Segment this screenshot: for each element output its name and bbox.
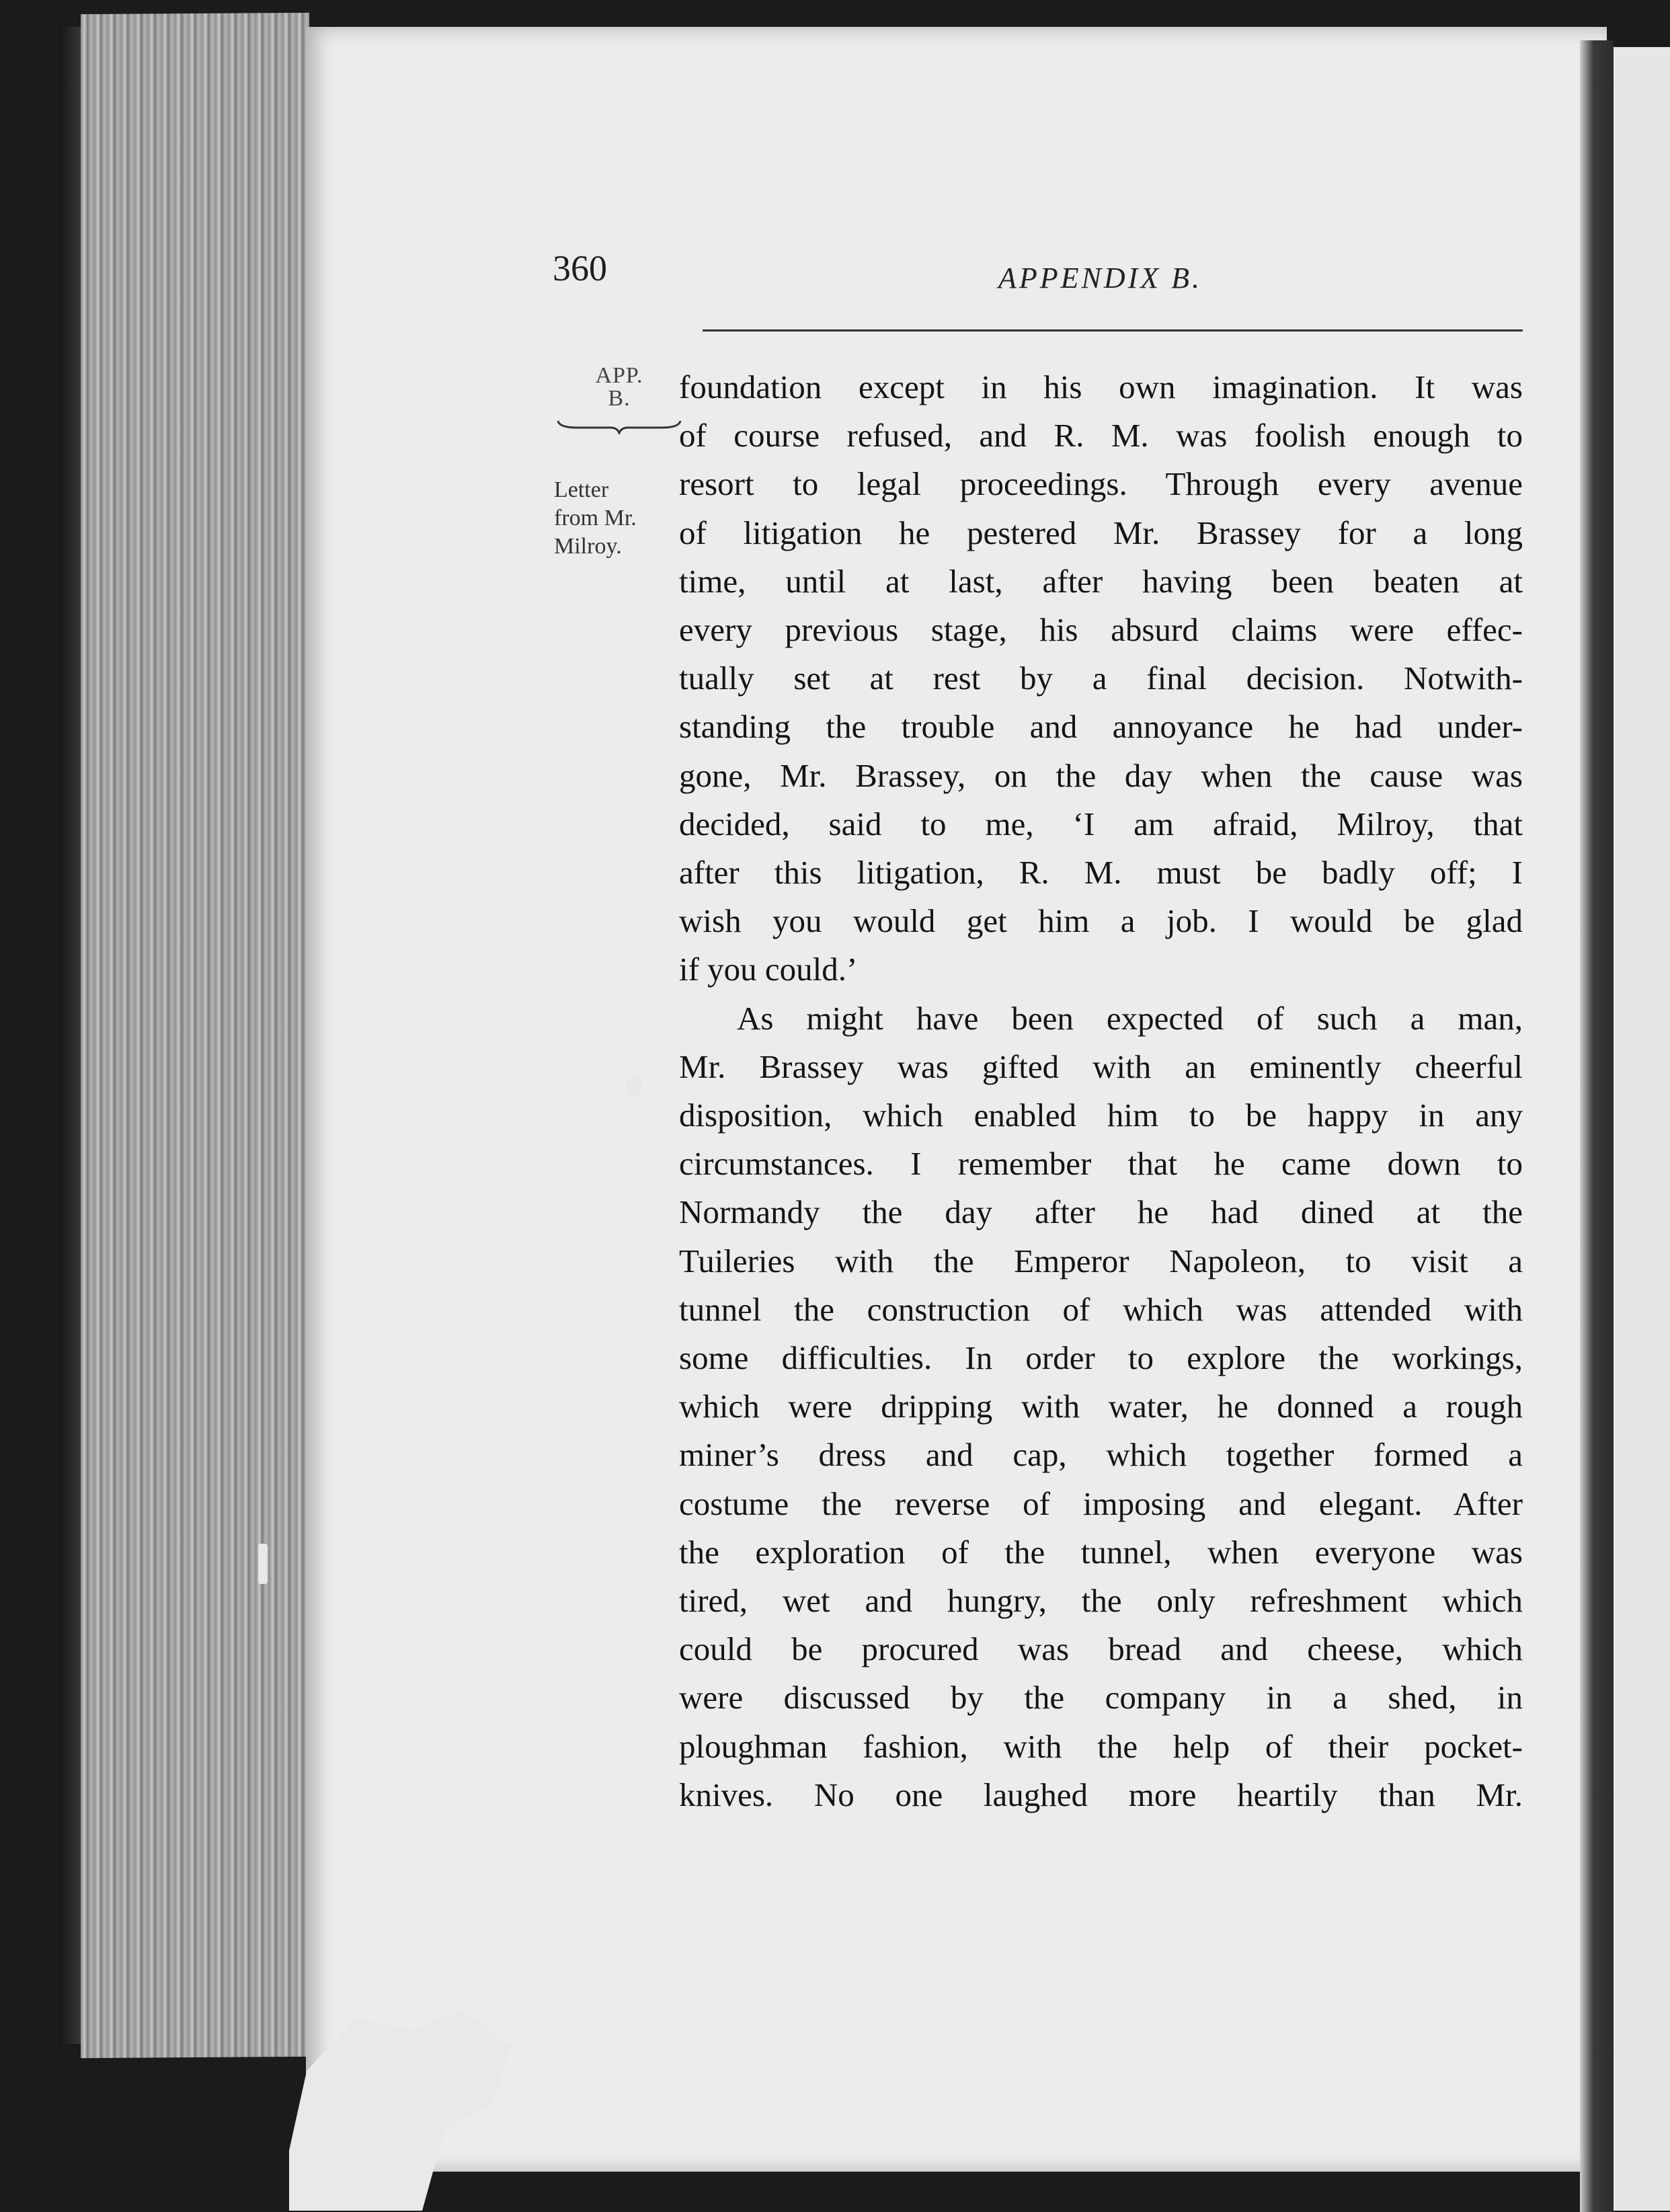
- text-line: standing the trouble and annoyance he had under-: [679, 708, 1523, 746]
- dust-speck: [625, 1076, 643, 1096]
- side-ref-line-2: B.: [608, 386, 631, 411]
- brace-icon: [557, 418, 682, 434]
- text-line: resort to legal proceedings. Through every avenue: [679, 465, 1523, 503]
- appendix-side-reference: [582, 364, 656, 410]
- text-line: tunnel the construction of which was attended with: [679, 1290, 1523, 1328]
- text-line: knives. No one laughed more heartily than Mr.: [679, 1776, 1523, 1813]
- text-line: time, until at last, after having been beaten at: [679, 562, 1523, 600]
- text-line: foundation except in his own imagination. It was: [679, 368, 1523, 405]
- text-line: costume the reverse of imposing and elegant. After: [679, 1485, 1523, 1522]
- text-line: Tuileries with the Emperor Napoleon, to visit a: [679, 1242, 1523, 1279]
- facing-page-edge: [1614, 47, 1670, 2211]
- margin-note-line: Letter: [554, 477, 609, 502]
- page-number: 360: [553, 248, 607, 288]
- text-line: Mr. Brassey was gifted with an eminently cheerful: [679, 1048, 1523, 1085]
- text-line: gone, Mr. Brassey, on the day when the cause was: [679, 756, 1523, 794]
- body-text: [679, 363, 1523, 1819]
- text-line: miner’s dress and cap, which together formed a: [679, 1436, 1523, 1474]
- text-line: circumstances. I remember that he came down to: [679, 1145, 1523, 1183]
- text-line: some difficulties. In order to explore the workings,: [679, 1339, 1523, 1377]
- text-line: every previous stage, his absurd claims were effec-: [679, 611, 1523, 649]
- text-line: ploughman fashion, with the help of their pocket-: [679, 1727, 1523, 1765]
- text-line: of litigation he pestered Mr. Brassey for a long: [679, 514, 1523, 551]
- side-ref-line-1: APP.: [595, 363, 643, 388]
- page-edges-stack: [81, 13, 309, 2058]
- text-line: tually set at rest by a final decision. Notwith-: [679, 660, 1523, 697]
- text-line: the exploration of the tunnel, when everyone was: [679, 1533, 1523, 1571]
- text-line: were discussed by the company in a shed, in: [679, 1679, 1523, 1716]
- margin-note: [554, 476, 662, 561]
- text-line: wish you would get him a job. I would be glad: [679, 902, 1523, 940]
- text-line: As might have been expected of such a man,: [737, 999, 1523, 1037]
- text-line: tired, wet and hungry, the only refreshment which: [679, 1582, 1523, 1620]
- text-line: which were dripping with water, he donned a rough: [679, 1388, 1523, 1425]
- text-line: decided, said to me, ‘I am afraid, Milroy, that: [679, 805, 1523, 842]
- dust-speck: [258, 1544, 268, 1584]
- text-line: Normandy the day after he had dined at the: [679, 1193, 1523, 1231]
- text-line: disposition, which enabled him to be happy in any: [679, 1097, 1523, 1134]
- running-head: APPENDIX B.: [998, 262, 1203, 294]
- text-line: after this litigation, R. M. must be badly off; I: [679, 854, 1523, 892]
- text-line: of course refused, and R. M. was foolish enough to: [679, 417, 1523, 455]
- text-line: could be procured was bread and cheese, which: [679, 1630, 1523, 1668]
- header-rule: [703, 329, 1523, 331]
- book-gutter: [1580, 40, 1614, 2212]
- text-line: if you could.’: [679, 951, 858, 988]
- margin-note-line: from Mr.: [554, 506, 637, 530]
- margin-note-line: Milroy.: [554, 534, 622, 559]
